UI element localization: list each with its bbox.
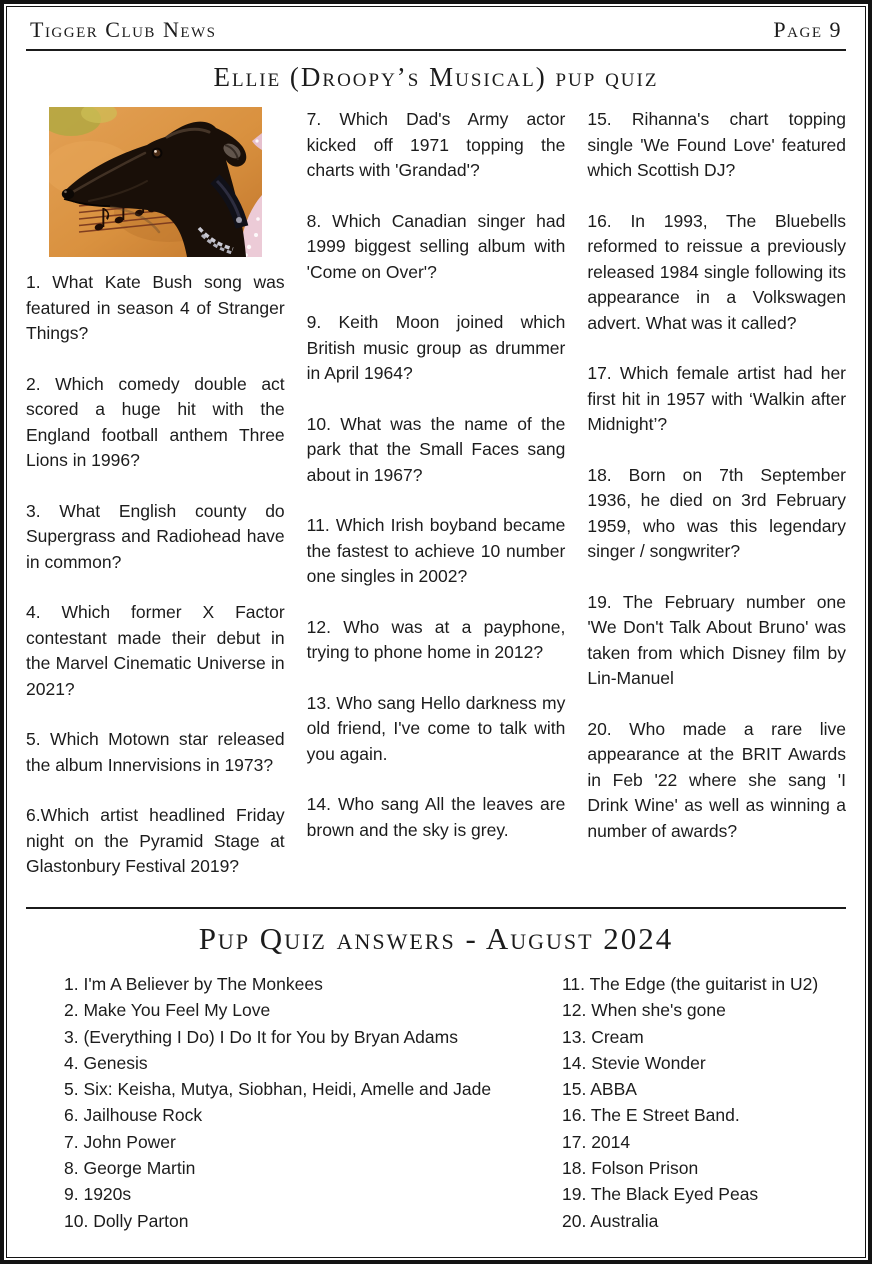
quiz-question-20: 20. Who made a rare live appearance at the BRIT Awards in Feb '22 where she sang 'I Drink Wine' as well as winning a number of awards? <box>587 718 846 841</box>
quiz-columns <box>26 107 846 905</box>
quiz-question-14: 14. Who sang All the leaves are brown and the sky is grey. <box>306 794 566 840</box>
answer-item-18: 18. Folson Prison <box>562 1158 699 1179</box>
quiz-question-19: 19. The February number one 'We Don't Talk About Bruno' was taken from which Disney film by Lin-Manuel <box>587 591 846 688</box>
quiz-question-1: 1. What Kate Bush song was featured in season 4 of Stranger Things? <box>26 272 285 343</box>
newsletter-title: Tigger Club News <box>30 17 217 42</box>
quiz-question-18: 18. Born on 7th September 1936, he died on 3rd February 1959, who was this legendary singer / songwriter? <box>587 464 846 561</box>
quiz-question-7: 7. Which Dad's Army actor kicked off 1971 topping the charts with 'Grandad'? <box>306 109 566 180</box>
quiz-title: Ellie (Droopy’s Musical) pup quiz <box>213 62 659 92</box>
quiz-column-2 <box>307 107 566 905</box>
quiz-question-13: 13. Who sang Hello darkness my old friend, I've come to talk with you again. <box>306 692 566 764</box>
answer-item-5: 5. Six: Keisha, Mutya, Siobhan, Heidi, Amelle and Jade <box>64 1079 492 1100</box>
quiz-question-11: 11. Which Irish boyband became the fastest to achieve 10 number one singles in 2002? <box>306 515 566 586</box>
answer-item-6: 6. Jailhouse Rock <box>64 1105 203 1126</box>
answer-item-13: 13. Cream <box>562 1026 644 1047</box>
quiz-question-15: 15. Rihanna's chart topping single 'We Found Love' featured which Scottish DJ? <box>587 109 846 180</box>
answers-section <box>26 969 846 1234</box>
answer-item-7: 7. John Power <box>64 1131 176 1152</box>
quiz-question-9: 9. Keith Moon joined which British music group as drummer in April 1964? <box>306 312 566 383</box>
quiz-question-16: 16. In 1993, The Bluebells reformed to reissue a previously released 1984 single following its appearance in a Volkswagen advert. What was it called? <box>587 210 846 333</box>
quiz-question-5: 5. Which Motown star released the album Innervisions in 1973? <box>26 729 285 775</box>
answers-title: Pup Quiz answers - August 2024 <box>198 921 674 956</box>
masthead <box>26 16 846 44</box>
answer-item-17: 17. 2014 <box>562 1131 631 1152</box>
quiz-column-3 <box>587 107 846 905</box>
answer-item-9: 9. 1920s <box>64 1184 132 1205</box>
dog-photo <box>49 107 262 257</box>
answers-column-1 <box>64 971 562 1234</box>
quiz-question-2: 2. Which comedy double act scored a huge hit with the England football anthem Three Lions in 1996? <box>26 373 285 470</box>
answer-item-3: 3. (Everything I Do) I Do It for You by Bryan Adams <box>64 1026 458 1047</box>
answer-item-11: 11. The Edge (the guitarist in U2) <box>562 974 819 994</box>
quiz-question-10: 10. What was the name of the park that the Small Faces sang about in 1967? <box>306 413 566 485</box>
answers-divider <box>26 907 846 909</box>
answer-item-10: 10. Dolly Parton <box>64 1210 189 1231</box>
quiz-question-4: 4. Which former X Factor contestant made their debut in the Marvel Cinematic Universe in 2021? <box>26 602 285 699</box>
dog-photo-illustration <box>49 107 262 257</box>
answer-item-19: 19. The Black Eyed Peas <box>562 1184 759 1205</box>
answers-column-2 <box>562 971 822 1234</box>
page-number: Page 9 <box>773 17 842 42</box>
quiz-question-8: 8. Which Canadian singer had 1999 biggest selling album with 'Come on Over'? <box>306 210 566 282</box>
quiz-question-12: 12. Who was at a payphone, trying to phone home in 2012? <box>306 616 566 662</box>
quiz-question-6: 6.Which artist headlined Friday night on the Pyramid Stage at Glastonbury Festival 2019? <box>26 805 285 876</box>
answer-item-2: 2. Make You Feel My Love <box>64 1000 271 1021</box>
answer-item-15: 15. ABBA <box>562 1079 637 1100</box>
quiz-question-17: 17. Which female artist had her first hit in 1957 with ‘Walkin after Midnight’? <box>587 363 846 434</box>
answer-item-8: 8. George Martin <box>64 1158 196 1179</box>
answer-item-12: 12. When she's gone <box>562 1000 726 1021</box>
answer-item-20: 20. Australia <box>562 1210 659 1231</box>
answer-item-14: 14. Stevie Wonder <box>562 1052 706 1073</box>
quiz-question-3: 3. What English county do Supergrass and Radiohead have in common? <box>26 500 285 572</box>
answer-item-16: 16. The E Street Band. <box>562 1105 740 1126</box>
answer-item-1: 1. I'm A Believer by The Monkees <box>64 974 323 994</box>
masthead-divider <box>26 49 846 51</box>
quiz-column-1 <box>26 107 285 905</box>
answer-item-4: 4. Genesis <box>64 1052 148 1073</box>
